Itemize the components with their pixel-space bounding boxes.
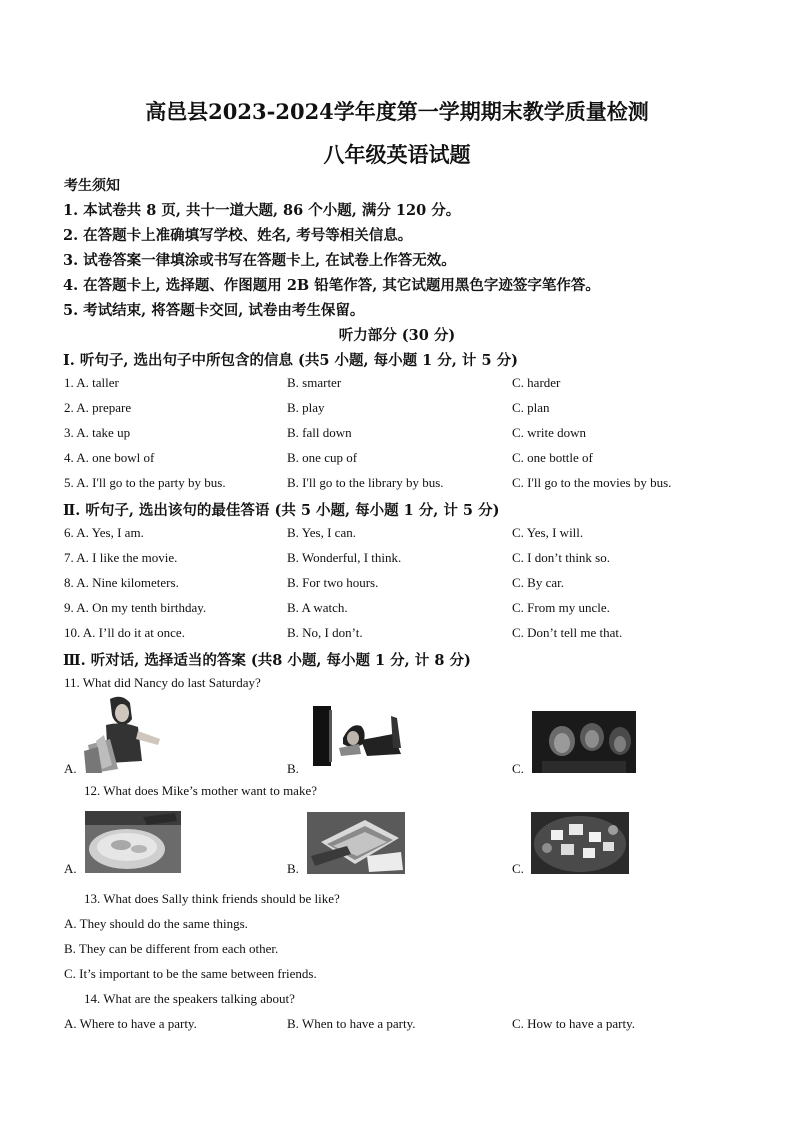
q14-option-b: B. When to have a party. [287,1016,416,1031]
q11-label-a: A. [64,761,77,776]
option-1c: C. harder [512,375,561,390]
movie-audience-image [532,711,636,773]
option-3a: 3. A. take up [64,425,131,440]
exam-title: 高邑县2023-2024学年度第一学期期末教学质量检测 [145,99,649,124]
soup-bowl-image [85,811,181,873]
option-10b: B. No, I don’t. [287,625,363,640]
option-8c: C. By car. [512,575,564,590]
shopping-woman-image [80,695,164,773]
q12-label-a: A. [64,861,77,876]
section-1-title: I. 听句子, 选出句子中所包含的信息 (共5 小题, 每小题 1 分, 计 5 分) [63,352,518,369]
question-11: 11. What did Nancy do last Saturday? [64,675,261,690]
option-2c: C. plan [512,400,550,415]
notice-item: 4. 在答题卡上, 选择题、作图题用 2B 铅笔作答, 其它试题用黑色字迹签字笔作答。 [63,277,600,294]
q14-option-a: A. Where to have a party. [64,1016,197,1031]
notice-item: 1. 本试卷共 8 页, 共十一道大题, 86 个小题, 满分 120 分。 [63,202,461,219]
sandwich-image [307,812,405,874]
option-10c: C. Don’t tell me that. [512,625,623,640]
listening-title: 听力部分 (30 分) [338,327,456,344]
option-2b: B. play [287,400,325,415]
option-4b: B. one cup of [287,450,358,465]
notice-heading: 考生须知 [64,178,120,194]
q13-option-b: B. They can be different from each other. [64,941,279,956]
option-1b: B. smarter [287,375,342,390]
notice-item: 2. 在答题卡上准确填写学校、姓名, 考号等相关信息。 [63,227,413,244]
notice-item: 3. 试卷答案一律填涂或书写在答题卡上, 在试卷上作答无效。 [63,252,456,269]
q12-label-b: B. [287,861,299,876]
section-3-title: Ⅲ. 听对话, 选择适当的答案 (共8 小题, 每小题 1 分, 计 8 分) [63,652,471,669]
option-6b: B. Yes, I can. [287,525,356,540]
exam-subtitle: 八年级英语试题 [323,142,471,167]
option-4a: 4. A. one bowl of [64,450,155,465]
option-4c: C. one bottle of [512,450,593,465]
option-3b: B. fall down [287,425,352,440]
option-8a: 8. A. Nine kilometers. [64,575,179,590]
option-9b: B. A watch. [287,600,348,615]
option-7b: B. Wonderful, I think. [287,550,402,565]
q12-label-c: C. [512,861,524,876]
question-12: 12. What does Mike’s mother want to make? [84,783,317,798]
option-3c: C. write down [512,425,587,440]
option-2a: 2. A. prepare [64,400,132,415]
option-7a: 7. A. I like the movie. [64,550,178,565]
option-9c: C. From my uncle. [512,600,610,615]
option-9a: 9. A. On my tenth birthday. [64,600,207,615]
option-5a: 5. A. I'll go to the party by bus. [64,475,226,490]
reading-girl-image [307,704,403,768]
option-8b: B. For two hours. [287,575,379,590]
q14-option-c: C. How to have a party. [512,1016,635,1031]
option-7c: C. I don’t think so. [512,550,610,565]
option-5c: C. I'll go to the movies by bus. [512,475,672,490]
q11-label-c: C. [512,761,524,776]
question-13: 13. What does Sally think friends should be like? [84,891,340,906]
q13-option-c: C. It’s important to be the same between friends. [64,966,317,981]
option-10a: 10. A. I’ll do it at once. [64,625,185,640]
notice-item: 5. 考试结束, 将答题卡交回, 试卷由考生保留。 [63,302,365,319]
q13-option-a: A. They should do the same things. [64,916,248,931]
q11-label-b: B. [287,761,299,776]
option-1a: 1. A. taller [64,375,119,390]
option-6a: 6. A. Yes, I am. [64,525,144,540]
option-5b: B. I'll go to the library by bus. [287,475,444,490]
section-2-title: Ⅱ. 听句子, 选出该句的最佳答语 (共 5 小题, 每小题 1 分, 计 5 分) [63,502,500,519]
option-6c: C. Yes, I will. [512,525,584,540]
question-14: 14. What are the speakers talking about? [84,991,295,1006]
salad-plate-image [531,812,629,874]
